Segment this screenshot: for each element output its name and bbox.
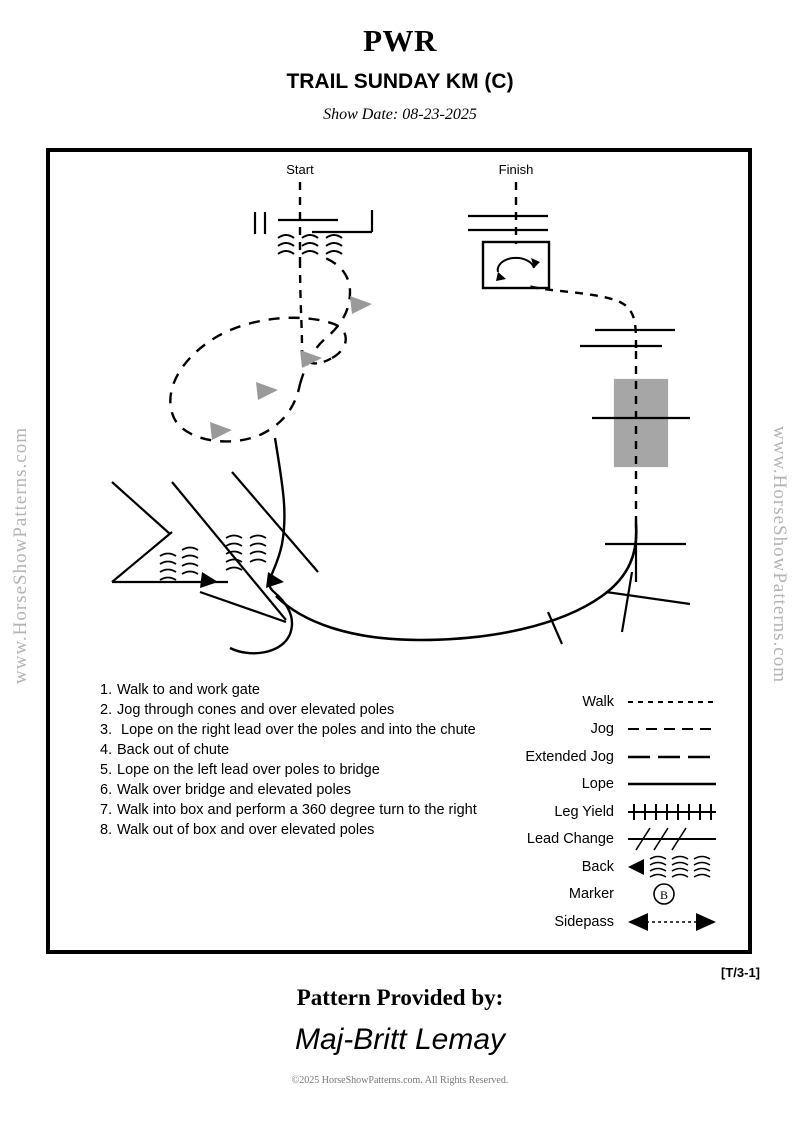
list-item	[100, 680, 495, 700]
list-item	[100, 760, 495, 780]
instruction-text: Back out of chute	[117, 742, 230, 758]
instruction-text: Lope on the left lead over poles to bridge	[117, 762, 380, 778]
back-icon	[624, 854, 720, 880]
instruction-number: 4.	[100, 742, 113, 758]
instruction-text: Lope on the right lead over the poles and into the chute	[117, 722, 476, 738]
instruction-number: 5.	[100, 762, 113, 778]
instruction-text: Walk over bridge and elevated poles	[117, 782, 352, 798]
legend-label: Jog	[590, 721, 614, 738]
provided-by-label: Pattern Provided by:	[296, 985, 504, 1010]
lead-change-icon	[624, 826, 720, 852]
legend-label: Leg Yield	[554, 803, 614, 820]
list-item	[100, 740, 495, 760]
walk-line-icon	[624, 689, 720, 715]
legend-row-leg-yield	[470, 798, 720, 826]
brand-title: PWR	[363, 23, 437, 58]
marker-letter: B	[659, 888, 669, 903]
legend-row-jog	[470, 716, 720, 744]
legend-label: Marker	[568, 886, 614, 903]
show-date: Show Date: 08-23-2025	[323, 106, 477, 124]
leg-yield-icon	[624, 799, 720, 825]
instruction-number: 8.	[100, 822, 113, 838]
instruction-text: Walk out of box and over elevated poles	[117, 822, 375, 838]
start-label: Start	[286, 162, 314, 177]
legend	[470, 688, 720, 936]
legend-row-lead-change	[470, 826, 720, 854]
page-header	[0, 24, 800, 124]
extended-jog-line-icon	[624, 744, 720, 770]
watermark-right: www.HorseShowPatterns.com	[769, 426, 790, 684]
page-code: [T/3-1]	[721, 965, 760, 980]
instruction-number: 3.	[100, 722, 113, 738]
instruction-text: Jog through cones and over elevated poles	[117, 702, 395, 718]
legend-row-back	[470, 853, 720, 881]
list-item	[100, 700, 495, 720]
sidepass-icon	[624, 909, 720, 935]
legend-row-walk	[470, 688, 720, 716]
list-item	[100, 820, 495, 840]
marker-icon	[624, 881, 720, 907]
instruction-number: 1.	[100, 682, 113, 698]
list-item	[100, 800, 495, 820]
legend-label: Back	[581, 858, 614, 875]
instruction-number: 2.	[100, 702, 113, 718]
instruction-number: 6.	[100, 782, 113, 798]
legend-row-lope	[470, 771, 720, 799]
copyright-text: ©2025 HorseShowPatterns.com. All Rights Reserved.	[291, 1075, 509, 1086]
instruction-text: Walk into box and perform a 360 degree turn to the right	[117, 802, 477, 818]
pattern-frame	[46, 148, 752, 954]
legend-label: Lope	[581, 776, 614, 793]
legend-label: Sidepass	[554, 913, 614, 930]
page-footer	[0, 985, 800, 1086]
class-title: TRAIL SUNDAY KM (C)	[286, 70, 514, 94]
legend-row-sidepass	[470, 908, 720, 936]
list-item	[100, 720, 495, 740]
instruction-text: Walk to and work gate	[117, 682, 260, 698]
legend-label: Extended Jog	[525, 748, 614, 765]
legend-label: Lead Change	[526, 831, 614, 848]
legend-label: Walk	[582, 693, 614, 710]
finish-label: Finish	[498, 162, 534, 177]
list-item	[100, 780, 495, 800]
provider-name: Maj-Britt Lemay	[294, 1023, 506, 1056]
instructions-list	[100, 680, 495, 840]
watermark-left: www.HorseShowPatterns.com	[10, 426, 31, 684]
legend-row-marker	[470, 881, 720, 909]
jog-line-icon	[624, 716, 720, 742]
lope-line-icon	[624, 771, 720, 797]
legend-row-extended-jog	[470, 743, 720, 771]
instruction-number: 7.	[100, 802, 113, 818]
